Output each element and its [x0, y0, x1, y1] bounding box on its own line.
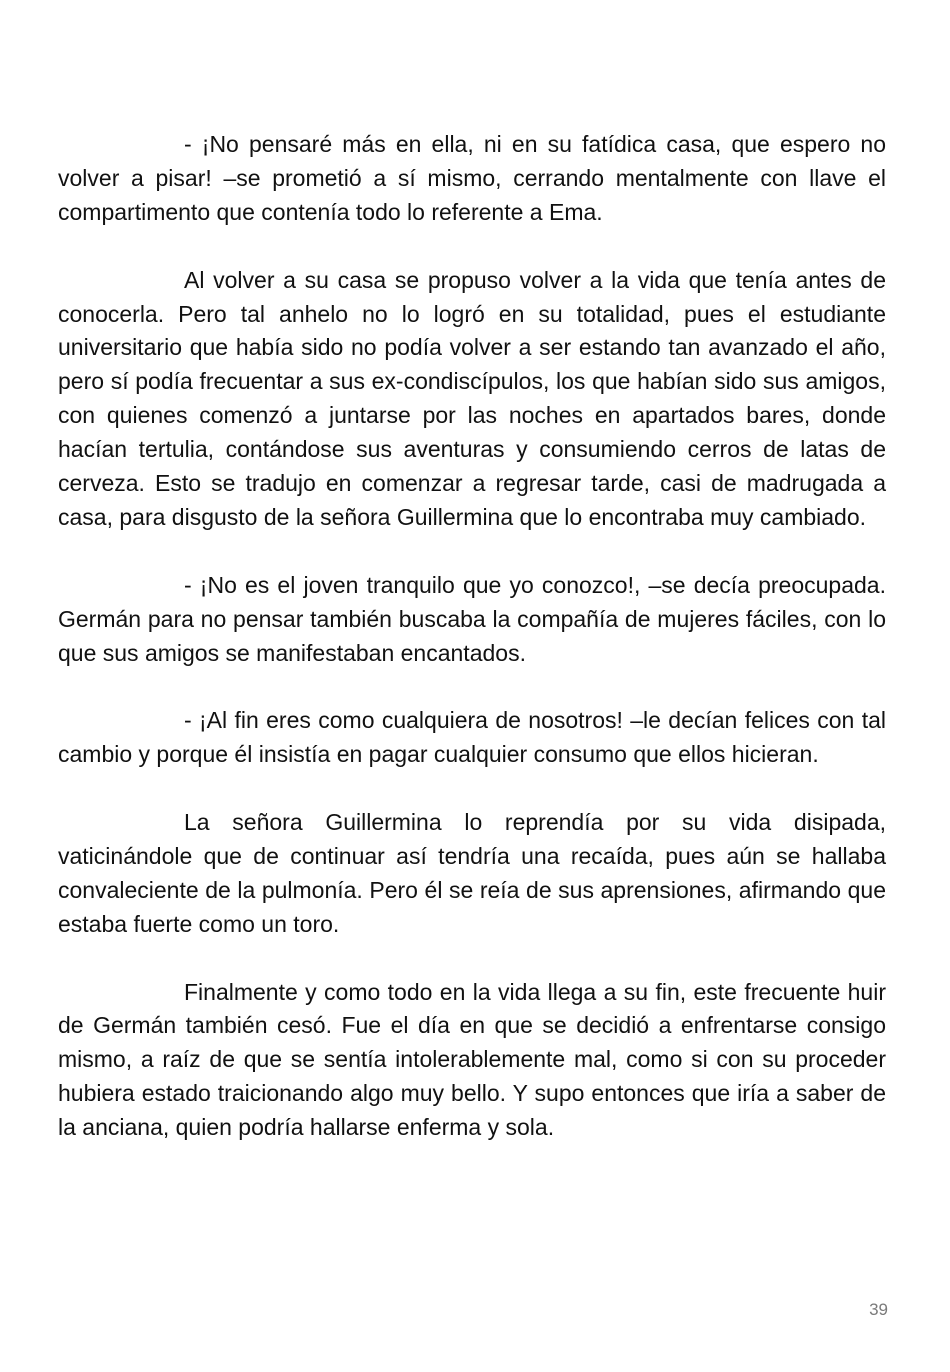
paragraph: - ¡No es el joven tranquilo que yo conozco!, –se decía preocupada. Germán para no pensar también buscaba la compañía de mujeres fáciles, con lo que sus amigos se manifestaban encantados.: [58, 571, 886, 666]
paragraph: Al volver a su casa se propuso volver a la vida que tenía antes de conocerla. Pero tal anhelo no lo logró en su totalidad, pues el estudiante universitario que había sido no podía volver a ser estando tan avanzado el año, pero sí podía frecuentar a sus ex-condiscípulos, los que habían sido sus amigos, con quienes comenzó a juntarse por las noches en apartados bares, donde hacían tertulia, contándose sus aventuras y consumiendo cerros de latas de cerveza. Esto se tradujo en comenzar a regresar tarde, casi de madrugada a casa, para disgusto de la señora Guillermina que lo encontraba muy cambiado.: [58, 266, 886, 530]
paragraph: La señora Guillermina lo reprendía por su vida disipada, vaticinándole que de continuar así tendría una recaída, pues aún se hallaba convaleciente de la pulmonía. Pero él se reía de sus aprensiones, afirmando que estaba fuerte como un toro.: [58, 809, 886, 937]
page-body: [58, 128, 886, 1179]
page-number: 39: [869, 1300, 888, 1319]
paragraph: - ¡Al fin eres como cualquiera de nosotros! –le decían felices con tal cambio y porque él insistía en pagar cualquier consumo que ellos hicieran.: [58, 707, 886, 768]
paragraph: Finalmente y como todo en la vida llega a su fin, este frecuente huir de Germán también cesó. Fue el día en que se decidió a enfrentarse consigo mismo, a raíz de que se sentía intolerablemente mal, como si con su proceder hubiera estado traicionando algo muy bello. Y supo entonces que iría a saber de la anciana, quien podría hallarse enferma y sola.: [58, 978, 886, 1141]
paragraph: - ¡No pensaré más en ella, ni en su fatídica casa, que espero no volver a pisar! –se prometió a sí mismo, cerrando mentalmente con llave el compartimento que contenía todo lo referente a Ema.: [58, 131, 886, 225]
